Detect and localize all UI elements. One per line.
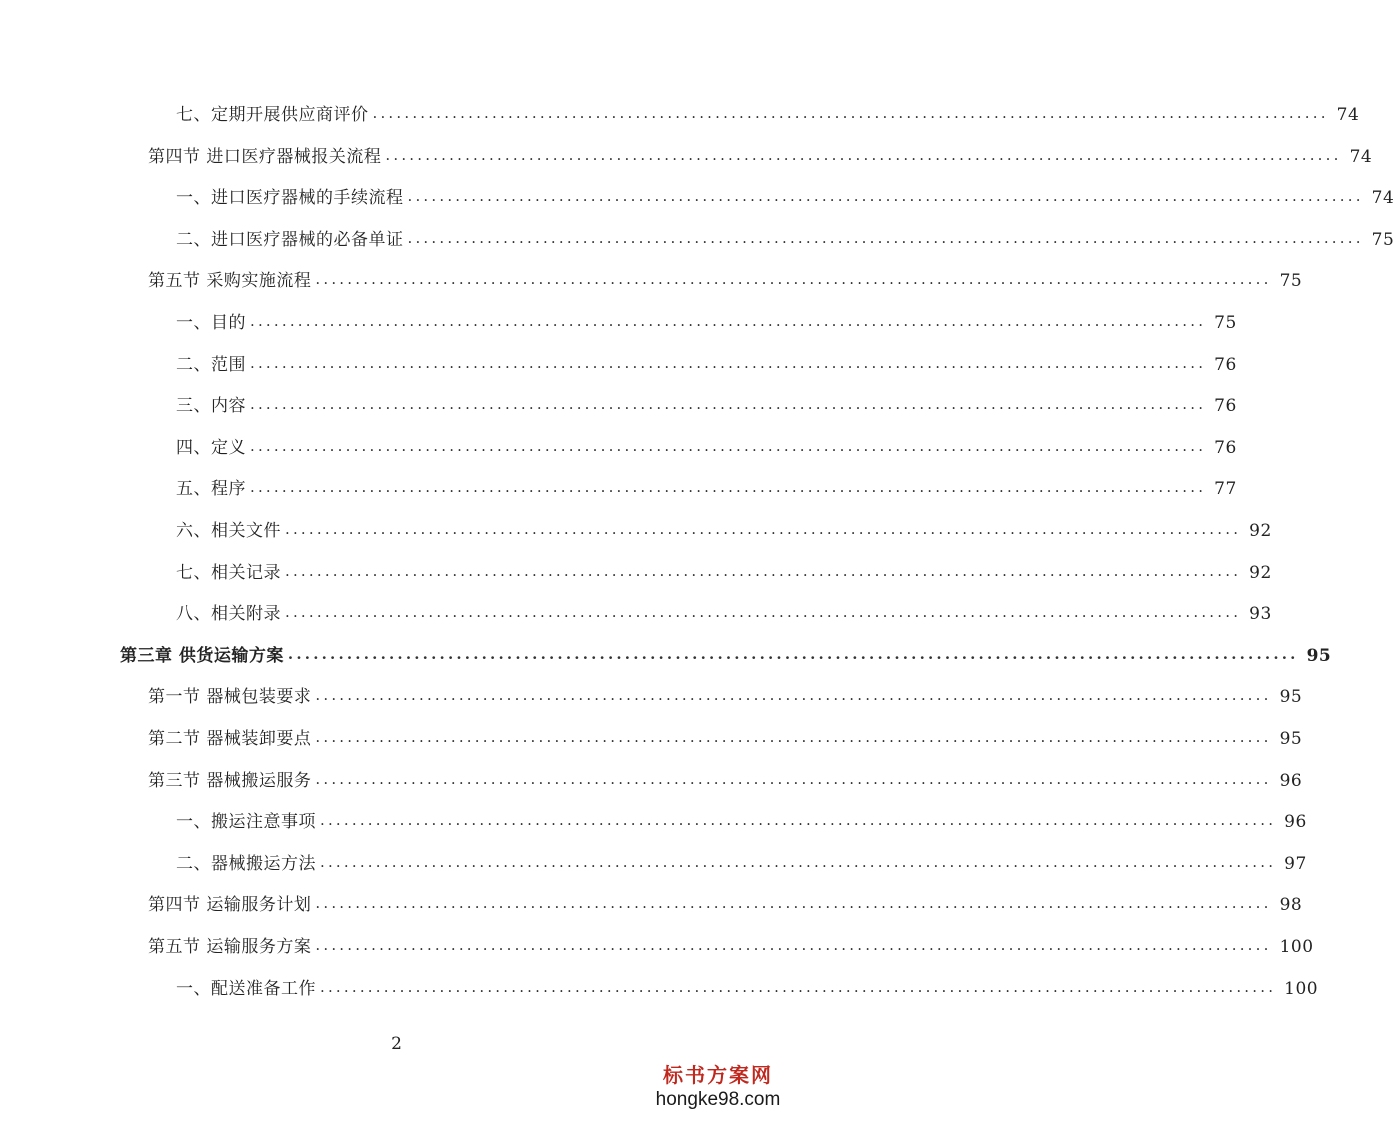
toc-entry-item[interactable] (176, 349, 1237, 375)
toc-dot-leader: ........................................................................................................................ (385, 145, 1342, 164)
site-watermark (650, 1066, 786, 1109)
toc-dot-leader: ........................................................................................................................ (250, 353, 1207, 372)
toc-page-number: 92 (1249, 562, 1272, 583)
toc-entry-title: 二、器械搬运方法 (176, 853, 316, 874)
toc-entry-title: 七、相关记录 (176, 562, 281, 583)
toc-entry-item[interactable] (176, 224, 1394, 250)
toc-entry-title: 第二节 器械装卸要点 (148, 729, 312, 749)
toc-entry-item[interactable] (176, 99, 1360, 125)
watermark-url-text: hongke98.com (655, 1089, 781, 1110)
toc-entry-title: 一、目的 (176, 313, 246, 333)
toc-dot-leader: ........................................................................................................................ (250, 395, 1207, 414)
toc-page-number: 77 (1214, 479, 1237, 500)
toc-page-number: 76 (1214, 354, 1237, 375)
toc-entry-section[interactable] (148, 723, 1303, 749)
toc-entry-title: 四、定义 (176, 437, 246, 458)
toc-dot-leader: ........................................................................................................................ (315, 728, 1272, 746)
toc-page-number: 76 (1214, 396, 1237, 417)
toc-dot-leader: ........................................................................................................................ (407, 187, 1364, 206)
toc-entry-section[interactable] (148, 765, 1303, 791)
toc-dot-leader: ........................................................................................................................ (285, 603, 1242, 622)
toc-page-number: 74 (1336, 105, 1360, 125)
toc-entry-title: 五、程序 (176, 479, 246, 500)
toc-entry-section[interactable] (148, 889, 1303, 916)
toc-entry-item[interactable] (176, 432, 1237, 458)
toc-entry-title: 六、相关文件 (176, 521, 281, 541)
toc-entry-title: 三、内容 (176, 396, 246, 417)
toc-dot-leader: ........................................................................................................................ (372, 104, 1329, 122)
toc-page-number: 92 (1249, 521, 1272, 541)
page-number: 2 (391, 1034, 402, 1054)
toc-entry-title: 第四节 运输服务计划 (148, 895, 312, 916)
toc-page-number: 76 (1214, 437, 1237, 458)
toc-entry-title: 第四节 进口医疗器械报关流程 (148, 146, 382, 167)
toc-entry-item[interactable] (176, 557, 1272, 583)
toc-entry-title: 二、进口医疗器械的必备单证 (176, 229, 404, 250)
toc-entry-title: 八、相关附录 (176, 604, 281, 625)
toc-entry-title: 一、进口医疗器械的手续流程 (176, 188, 404, 209)
toc-dot-leader: ........................................................................................................................ (287, 644, 1299, 663)
toc-dot-leader: ........................................................................................................................ (315, 686, 1272, 705)
toc-entry-item[interactable] (176, 848, 1307, 874)
toc-entry-item[interactable] (176, 515, 1272, 541)
toc-entry-section[interactable] (148, 141, 1373, 167)
toc-entry-title: 一、搬运注意事项 (176, 812, 316, 833)
toc-dot-leader: ........................................................................................................................ (285, 520, 1242, 538)
toc-page-number: 74 (1349, 146, 1373, 167)
toc-entry-section[interactable] (148, 931, 1314, 957)
toc-page-number: 74 (1371, 188, 1394, 209)
toc-page-number: 95 (1279, 687, 1303, 708)
toc-entry-section[interactable] (148, 681, 1303, 708)
toc-dot-leader: ........................................................................................................................ (250, 478, 1207, 497)
toc-entry-item[interactable] (176, 806, 1307, 833)
toc-page-number: 98 (1279, 895, 1303, 916)
toc-entry-item[interactable] (176, 598, 1272, 625)
toc-page-number: 96 (1284, 812, 1307, 833)
toc-page-number: 97 (1284, 853, 1307, 874)
toc-dot-leader: ........................................................................................................................ (285, 561, 1242, 580)
toc-entry-title: 第三节 器械搬运服务 (148, 770, 312, 791)
toc-dot-leader: ........................................................................................................................ (250, 436, 1207, 455)
toc-page-number: 95 (1306, 645, 1332, 666)
toc-page-number: 95 (1279, 729, 1303, 749)
toc-page-number: 75 (1279, 271, 1303, 292)
toc-entry-item[interactable] (176, 390, 1237, 417)
toc-entry-title: 二、范围 (176, 354, 246, 375)
toc-page-number: 93 (1249, 604, 1272, 625)
toc-dot-leader: ........................................................................................................................ (320, 852, 1277, 871)
toc-dot-leader: ........................................................................................................................ (320, 811, 1277, 830)
toc-entry-title: 第五节 采购实施流程 (148, 271, 312, 292)
toc-entry-title: 第一节 器械包装要求 (148, 687, 312, 708)
toc-entry-title: 七、定期开展供应商评价 (176, 105, 369, 125)
toc-entry-title: 第三章 供货运输方案 (120, 645, 284, 666)
toc-page-number: 75 (1371, 229, 1394, 250)
toc-dot-leader: ........................................................................................................................ (250, 312, 1207, 330)
toc-entry-title: 第五节 运输服务方案 (148, 937, 312, 957)
toc-page-number: 75 (1214, 313, 1237, 333)
toc-entry-item[interactable] (176, 307, 1237, 333)
toc-dot-leader: ........................................................................................................................ (315, 936, 1272, 954)
toc-entry-item[interactable] (176, 973, 1319, 999)
toc-page-number: 100 (1279, 937, 1314, 957)
toc-dot-leader: ........................................................................................................................ (315, 270, 1272, 289)
toc-entry-chapter[interactable] (120, 640, 1332, 666)
toc-page-number: 96 (1279, 770, 1303, 791)
toc-dot-leader: ........................................................................................................................ (407, 228, 1364, 247)
toc-dot-leader: ........................................................................................................................ (315, 769, 1272, 788)
toc-entry-item[interactable] (176, 182, 1394, 209)
toc-entry-section[interactable] (148, 265, 1303, 292)
toc-dot-leader: ........................................................................................................................ (315, 894, 1272, 913)
toc-entry-item[interactable] (176, 473, 1237, 500)
toc-entry-title: 一、配送准备工作 (176, 978, 316, 999)
watermark-cn-text: 标书方案网 (663, 1065, 773, 1087)
toc-page-number: 100 (1284, 978, 1319, 999)
toc-dot-leader: ........................................................................................................................ (320, 977, 1277, 996)
